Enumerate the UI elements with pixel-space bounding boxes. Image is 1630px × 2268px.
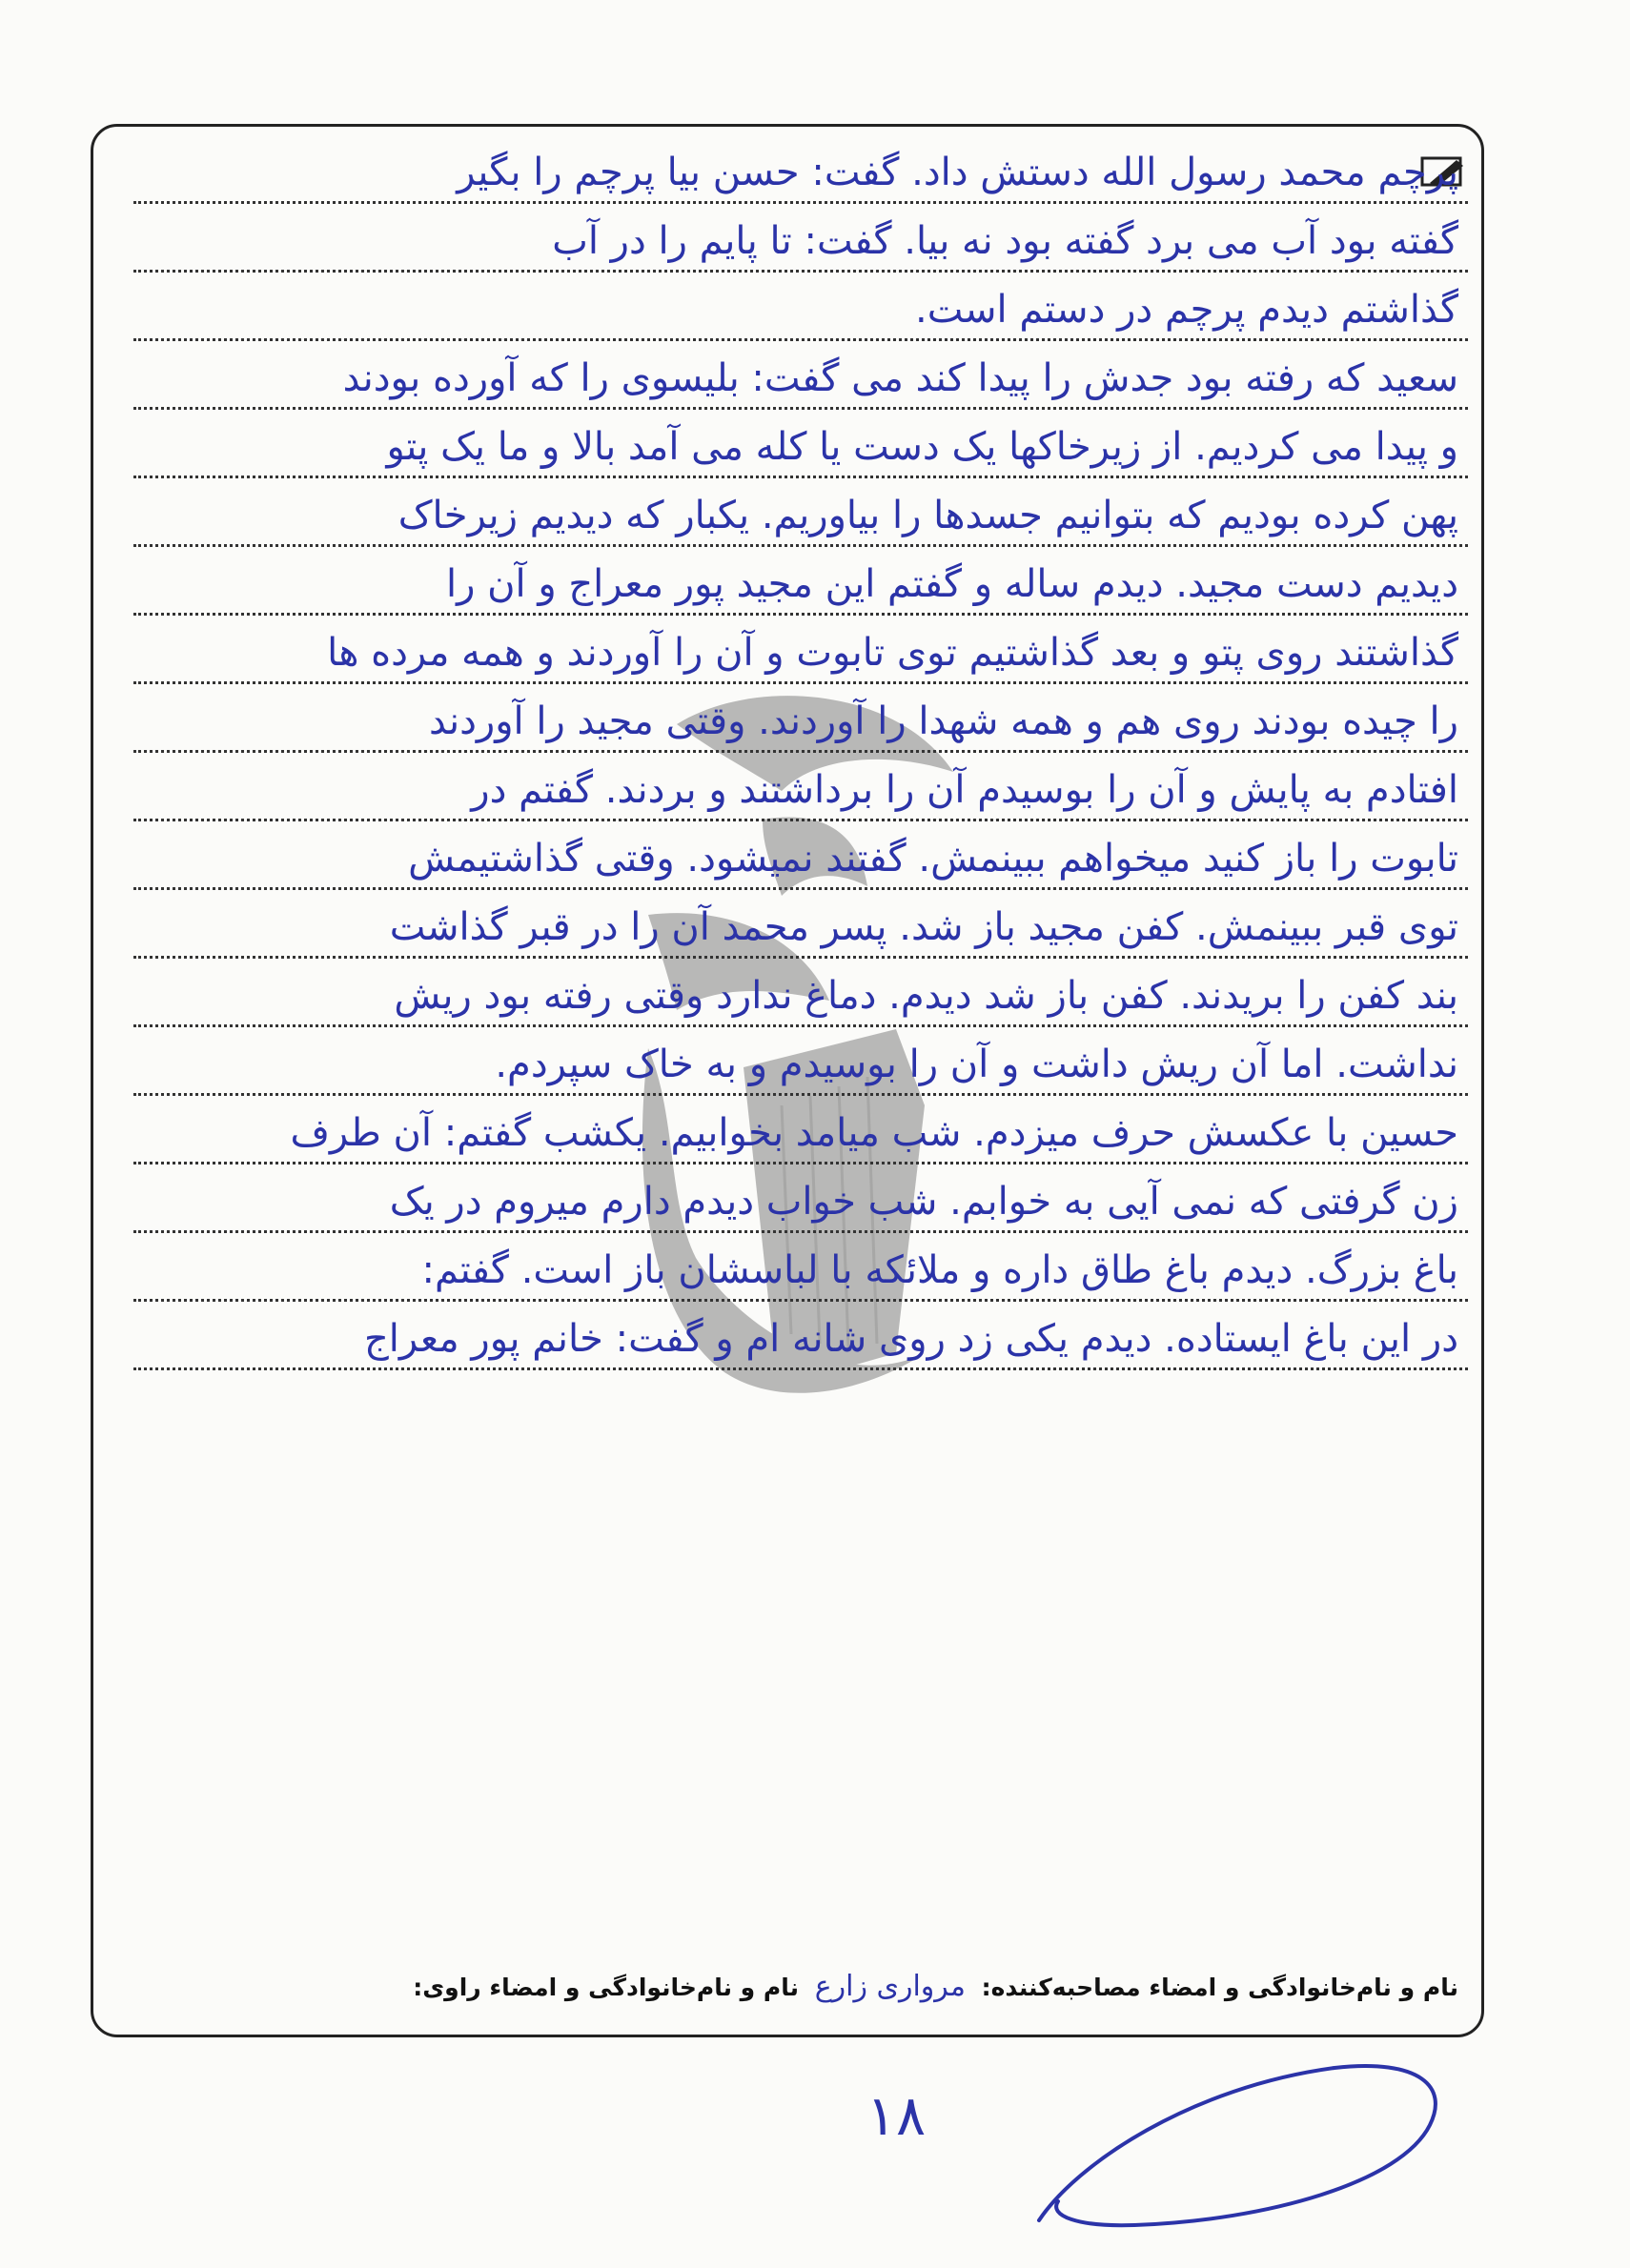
signature-footer: [114, 1963, 1458, 2011]
text-line: گذاشتند روی پتو و بعد گذاشتیم توی تابوت و آن را آوردند و همه مرده ها: [133, 623, 1468, 684]
text-line: افتادم به پایش و آن را بوسیدم آن را برداشتند و بردند. گفتم در: [133, 760, 1468, 821]
text-line: را چیده بودند روی هم و همه شهدا را آوردند. وقتی مجید را آوردند: [133, 692, 1468, 753]
text-line: پرچم محمد رسول الله دستش داد. گفت: حسن بیا پرچم را بگیر: [133, 143, 1468, 204]
narrator-label: نام و نام‌خانوادگی و امضاء راوی:: [413, 1974, 800, 2001]
text-line: زن گرفتی که نمی آیی به خوابم. شب خواب دیدم دارم میروم در یک: [133, 1172, 1468, 1233]
handwritten-lines: [133, 143, 1468, 1954]
text-line: در این باغ ایستاده. دیدم یکی زد روی شانه ام و گفت: خانم پور معراج: [133, 1309, 1468, 1370]
text-line: بند کفن را بریدند. کفن باز شد دیدم. دماغ ندارد وقتی رفته بود ریش: [133, 966, 1468, 1027]
text-line: توی قبر ببینمش. کفن مجید باز شد. پسر محمد آن را در قبر گذاشت: [133, 898, 1468, 959]
text-line: گذاشتم دیدم پرچم در دستم است.: [133, 280, 1468, 341]
text-line: گفته بود آب می برد گفته بود نه بیا. گفت: تا پایم را در آب: [133, 212, 1468, 273]
text-line: دیدیم دست مجید. دیدم ساله و گفتم این مجید پور معراج و آن را: [133, 555, 1468, 616]
handwritten-signature: [1020, 2030, 1458, 2249]
text-line: و پیدا می کردیم. از زیرخاکها یک دست یا کله می آمد بالا و ما یک پتو: [133, 417, 1468, 478]
page-number: ۱۸: [866, 2083, 927, 2148]
text-line: سعید که رفته بود جدش را پیدا کند می گفت: بلیسوی را که آورده بودند: [133, 349, 1468, 410]
text-line: نداشت. اما آن ریش داشت و آن را بوسیدم و به خاک سپردم.: [133, 1035, 1468, 1096]
text-line: باغ بزرگ. دیدم باغ طاق داره و ملائکه با لباسشان باز است. گفتم:: [133, 1241, 1468, 1302]
text-line: پهن کرده بودیم که بتوانیم جسدها را بیاوریم. یکبار که دیدیم زیرخاک: [133, 486, 1468, 547]
text-line: حسین با عکسش حرف میزدم. شب میامد بخوابیم. یکشب گفتم: آن طرف: [133, 1104, 1468, 1164]
text-line: تابوت را باز کنید میخواهم ببینمش. گفتند نمیشود. وقتی گذاشتیمش: [133, 829, 1468, 890]
interviewer-label: نام و نام‌خانوادگی و امضاء مصاحبه‌کننده:: [981, 1974, 1458, 2001]
interviewer-name: مرواری زارع: [814, 1970, 966, 2003]
